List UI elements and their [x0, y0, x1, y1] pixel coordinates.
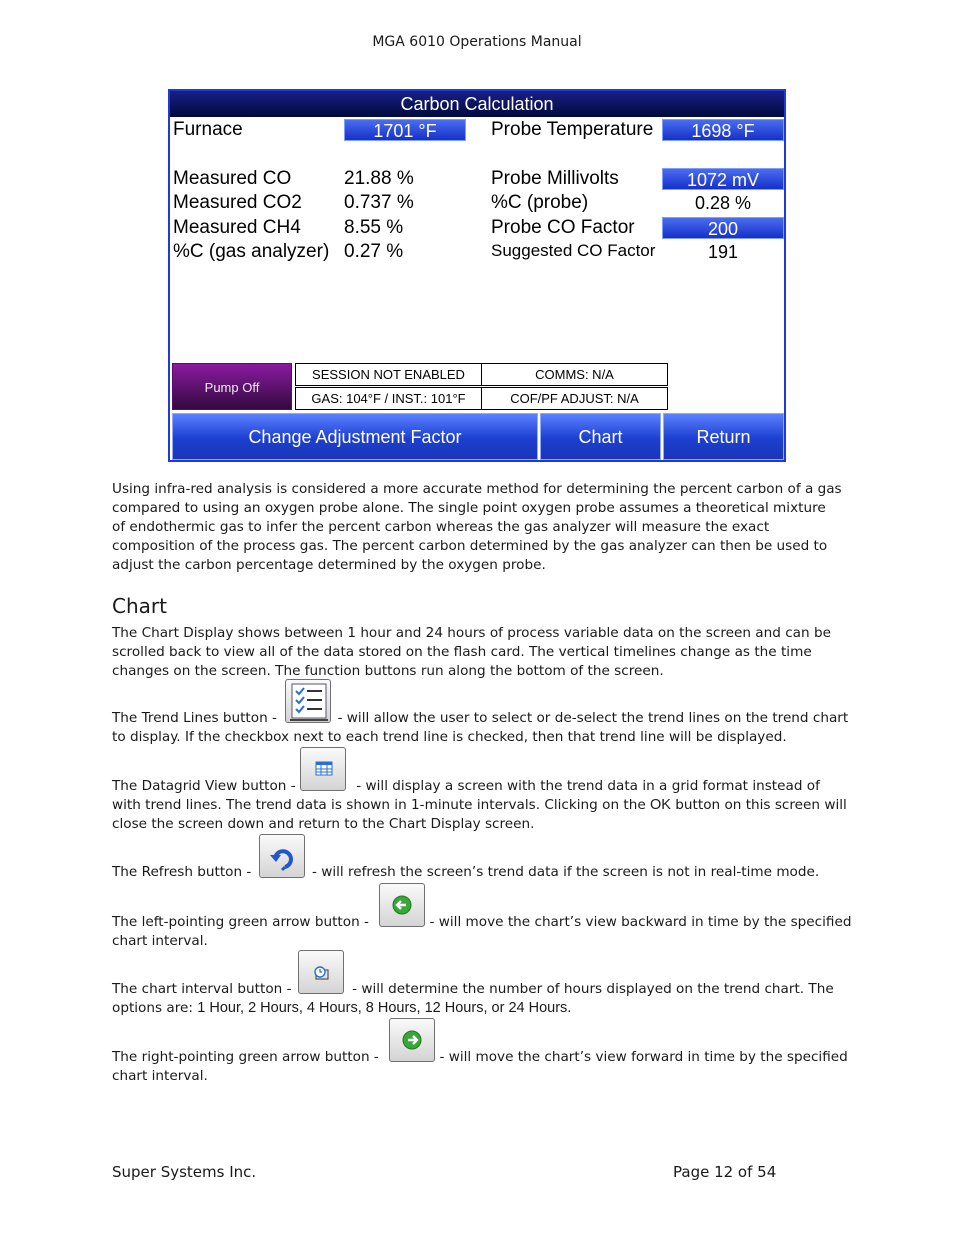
interval-option: 4 Hours: [306, 1000, 358, 1016]
footer-company: Super Systems Inc.: [112, 1163, 257, 1181]
return-button[interactable]: Return: [663, 413, 784, 460]
footer-page-number: Page 12 of 54: [673, 1163, 777, 1181]
cof-adjust-status: COF/PF ADJUST: N/A: [481, 387, 668, 410]
chart-description: The Chart Display shows between 1 hour and 24 hours of process variable data on the screen and can be scrolled back to view all of the data stored on the flash card. The vertical timelines change as the time changes on the screen. The function buttons run along the bottom of the screen.: [112, 625, 831, 679]
pct-c-probe-value: 0.28 %: [694, 193, 752, 213]
ok-label: OK: [650, 797, 671, 813]
suggested-co-factor-label: Suggested CO Factor: [491, 241, 656, 260]
page-header: MGA 6010 Operations Manual: [372, 34, 582, 50]
probe-temperature-value[interactable]: 1698 °F: [662, 119, 784, 141]
probe-millivolts-value[interactable]: 1072 mV: [662, 168, 784, 190]
pct-c-gas-value: 0.27 %: [344, 241, 404, 262]
pump-off-button[interactable]: Pump Off: [172, 363, 292, 410]
screen-title: Carbon Calculation: [170, 91, 784, 117]
interval-option: 1 Hour: [197, 1000, 241, 1016]
probe-millivolts-label: Probe Millivolts: [491, 168, 619, 189]
session-status: SESSION NOT ENABLED: [295, 363, 482, 386]
suggested-co-factor-value: 191: [707, 242, 739, 262]
interval-options: 1 Hour, 2 Hours, 4 Hours, 8 Hours, 12 Hours, or 24 Hours.: [197, 1000, 572, 1016]
pct-c-gas-label: %C (gas analyzer): [173, 241, 330, 262]
trend-lines-description: The Trend Lines button - - will allow the user to select or de-select the trend lines on the trend chart to display. If the checkbox next to each trend line is checked, then that trend line will be displayed.: [112, 710, 849, 745]
chart-interval-description: The chart interval button - - will determine the number of hours displayed on the trend chart. The options are: 1 Hour, 2 Hours, 4 Hours, 8 Hours, 12 Hours, or 24 Hours.: [112, 981, 834, 1016]
refresh-description: The Refresh button - - will refresh the screen’s trend data if the screen is not in real-time mode.: [112, 864, 820, 880]
interval-option: 2 Hours: [248, 1000, 299, 1016]
datagrid-description: The Datagrid View button - - will display a screen with the trend data in a grid format instead of with trend lines. The trend data is shown in 1-minute intervals. Clicking on the OK button on this screen will close the screen down and return to the Chart Display screen.: [112, 778, 847, 832]
interval-option: 24 Hours: [508, 1000, 568, 1016]
measured-co2-label: Measured CO2: [173, 192, 302, 213]
intro-paragraph: Using infra-red analysis is considered a more accurate method for determining the percent carbon of a gas compared to using an oxygen probe alone. The single point oxygen probe assumes a theoretical mixture of endothermic gas to infer the percent carbon whereas the gas analyzer will measure the exact composition of the process gas. The percent carbon determined by the gas analyzer can then be used to adjust the carbon percentage determined by the oxygen probe.: [112, 481, 842, 573]
right-arrow-description: The right-pointing green arrow button - - will move the chart’s view forward in time by the specified chart interval.: [112, 1049, 848, 1084]
measured-co-label: Measured CO: [173, 168, 292, 189]
furnace-value[interactable]: 1701 °F: [344, 119, 466, 141]
carbon-calculation-screen: [168, 89, 786, 462]
comms-status: COMMS: N/A: [481, 363, 668, 386]
probe-co-factor-value[interactable]: 200: [662, 217, 784, 239]
probe-co-factor-label: Probe CO Factor: [491, 217, 635, 238]
interval-option: 12 Hours: [424, 1000, 484, 1016]
measured-co-value: 21.88 %: [344, 168, 414, 189]
gas-temp-status: GAS: 104°F / INST.: 101°F: [295, 387, 482, 410]
measured-co2-value: 0.737 %: [344, 192, 414, 213]
measured-ch4-value: 8.55 %: [344, 217, 404, 238]
chart-button[interactable]: Chart: [540, 413, 661, 460]
change-adjustment-factor-button[interactable]: Change Adjustment Factor: [172, 413, 538, 460]
interval-option: 8 Hours: [365, 1000, 417, 1016]
chart-heading: Chart: [112, 594, 167, 618]
measured-ch4-label: Measured CH4: [173, 217, 301, 238]
furnace-label: Furnace: [173, 119, 243, 140]
pct-c-probe-label: %C (probe): [491, 192, 589, 213]
left-arrow-description: The left-pointing green arrow button - - will move the chart’s view backward in time by the specified chart interval.: [112, 914, 852, 949]
probe-temperature-label: Probe Temperature: [491, 119, 654, 140]
